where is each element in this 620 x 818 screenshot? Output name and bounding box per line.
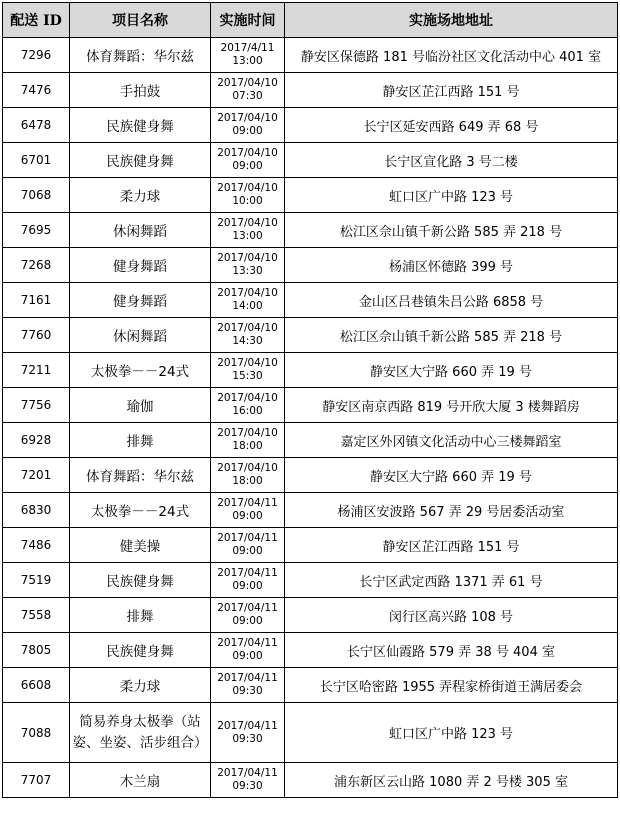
cell-id: 7756 <box>3 388 70 423</box>
cell-date: 2017/04/11 <box>217 497 278 509</box>
cell-time <box>211 353 285 388</box>
cell-address: 虹口区广中路 123 号 <box>285 178 618 213</box>
cell-clock: 10:00 <box>232 195 263 207</box>
cell-name: 排舞 <box>70 598 211 633</box>
cell-date: 2017/04/10 <box>217 112 278 124</box>
cell-address: 静安区大宁路 660 弄 19 号 <box>285 458 618 493</box>
cell-date: 2017/04/11 <box>217 567 278 579</box>
cell-id: 7805 <box>3 633 70 668</box>
cell-clock: 13:00 <box>232 230 263 242</box>
cell-name: 健身舞蹈 <box>70 283 211 318</box>
cell-address: 长宁区仙霞路 579 弄 38 号 404 室 <box>285 633 618 668</box>
cell-address: 浦东新区云山路 1080 弄 2 号楼 305 室 <box>285 763 618 798</box>
header-time: 实施时间 <box>211 3 285 38</box>
header-row <box>3 3 618 38</box>
table-row <box>3 353 618 388</box>
cell-id: 6830 <box>3 493 70 528</box>
cell-address: 静安区保德路 181 号临汾社区文化活动中心 401 室 <box>285 38 618 73</box>
cell-name: 太极拳－－24式 <box>70 353 211 388</box>
cell-id: 7707 <box>3 763 70 798</box>
cell-time <box>211 598 285 633</box>
cell-date: 2017/04/11 <box>217 672 278 684</box>
cell-date: 2017/04/10 <box>217 392 278 404</box>
cell-name: 排舞 <box>70 423 211 458</box>
cell-date: 2017/4/11 <box>220 42 275 54</box>
cell-clock: 09:30 <box>232 685 263 697</box>
cell-id: 7486 <box>3 528 70 563</box>
cell-time <box>211 763 285 798</box>
cell-address: 金山区吕巷镇朱吕公路 6858 号 <box>285 283 618 318</box>
cell-name: 休闲舞蹈 <box>70 318 211 353</box>
table-row <box>3 458 618 493</box>
cell-time <box>211 633 285 668</box>
cell-clock: 09:30 <box>232 780 263 792</box>
cell-id: 7088 <box>3 703 70 763</box>
cell-address: 静安区芷江西路 151 号 <box>285 73 618 108</box>
cell-date: 2017/04/10 <box>217 462 278 474</box>
cell-id: 7519 <box>3 563 70 598</box>
cell-time <box>211 493 285 528</box>
table-row <box>3 248 618 283</box>
cell-date: 2017/04/10 <box>217 147 278 159</box>
cell-date: 2017/04/10 <box>217 287 278 299</box>
cell-clock: 18:00 <box>232 475 263 487</box>
cell-name: 简易养身太极拳（站姿、坐姿、活步组合） <box>70 703 211 763</box>
cell-name: 休闲舞蹈 <box>70 213 211 248</box>
table-row <box>3 668 618 703</box>
cell-id: 7161 <box>3 283 70 318</box>
cell-address: 静安区芷江西路 151 号 <box>285 528 618 563</box>
cell-id: 6701 <box>3 143 70 178</box>
cell-clock: 14:00 <box>232 300 263 312</box>
cell-id: 7695 <box>3 213 70 248</box>
cell-date: 2017/04/11 <box>217 532 278 544</box>
cell-time <box>211 563 285 598</box>
cell-clock: 16:00 <box>232 405 263 417</box>
cell-id: 7296 <box>3 38 70 73</box>
cell-clock: 15:30 <box>232 370 263 382</box>
cell-name: 木兰扇 <box>70 763 211 798</box>
cell-time <box>211 143 285 178</box>
cell-clock: 07:30 <box>232 90 263 102</box>
cell-clock: 09:00 <box>232 615 263 627</box>
cell-name: 瑜伽 <box>70 388 211 423</box>
cell-clock: 09:00 <box>232 125 263 137</box>
cell-date: 2017/04/10 <box>217 252 278 264</box>
cell-id: 7476 <box>3 73 70 108</box>
cell-time <box>211 178 285 213</box>
cell-address: 长宁区哈密路 1955 弄程家桥街道王满居委会 <box>285 668 618 703</box>
cell-address: 嘉定区外冈镇文化活动中心三楼舞蹈室 <box>285 423 618 458</box>
table-row <box>3 703 618 763</box>
cell-id: 6928 <box>3 423 70 458</box>
cell-address: 静安区南京西路 819 号开欣大厦 3 楼舞蹈房 <box>285 388 618 423</box>
table-row <box>3 318 618 353</box>
header-address: 实施场地地址 <box>285 3 618 38</box>
cell-date: 2017/04/10 <box>217 77 278 89</box>
cell-address: 长宁区延安西路 649 弄 68 号 <box>285 108 618 143</box>
cell-name: 柔力球 <box>70 668 211 703</box>
cell-id: 7211 <box>3 353 70 388</box>
cell-name: 健身舞蹈 <box>70 248 211 283</box>
cell-name: 民族健身舞 <box>70 108 211 143</box>
cell-name: 太极拳－－24式 <box>70 493 211 528</box>
table-row <box>3 73 618 108</box>
cell-clock: 14:30 <box>232 335 263 347</box>
cell-name: 柔力球 <box>70 178 211 213</box>
cell-time <box>211 108 285 143</box>
cell-id: 6608 <box>3 668 70 703</box>
cell-date: 2017/04/10 <box>217 322 278 334</box>
table-row <box>3 598 618 633</box>
header-name: 项目名称 <box>70 3 211 38</box>
cell-time <box>211 458 285 493</box>
cell-id: 7068 <box>3 178 70 213</box>
cell-address: 闵行区高兴路 108 号 <box>285 598 618 633</box>
table-row <box>3 143 618 178</box>
cell-id: 7201 <box>3 458 70 493</box>
table-row <box>3 213 618 248</box>
cell-date: 2017/04/11 <box>217 637 278 649</box>
cell-address: 长宁区宣化路 3 号二楼 <box>285 143 618 178</box>
cell-name: 民族健身舞 <box>70 143 211 178</box>
table-row <box>3 423 618 458</box>
cell-name: 民族健身舞 <box>70 563 211 598</box>
cell-clock: 09:00 <box>232 160 263 172</box>
cell-id: 7268 <box>3 248 70 283</box>
cell-time <box>211 248 285 283</box>
cell-time <box>211 283 285 318</box>
cell-time <box>211 318 285 353</box>
cell-date: 2017/04/11 <box>217 767 278 779</box>
cell-name: 健美操 <box>70 528 211 563</box>
cell-time <box>211 528 285 563</box>
cell-date: 2017/04/10 <box>217 217 278 229</box>
cell-address: 杨浦区怀德路 399 号 <box>285 248 618 283</box>
cell-id: 6478 <box>3 108 70 143</box>
table-row <box>3 178 618 213</box>
table-row <box>3 388 618 423</box>
header-id: 配送 ID <box>3 3 70 38</box>
cell-time <box>211 388 285 423</box>
table-row <box>3 108 618 143</box>
cell-date: 2017/04/10 <box>217 357 278 369</box>
table-row <box>3 763 618 798</box>
table-row <box>3 38 618 73</box>
cell-time <box>211 703 285 763</box>
cell-time <box>211 423 285 458</box>
cell-id: 7558 <box>3 598 70 633</box>
cell-address: 长宁区武定西路 1371 弄 61 号 <box>285 563 618 598</box>
cell-date: 2017/04/10 <box>217 182 278 194</box>
cell-clock: 18:00 <box>232 440 263 452</box>
cell-clock: 09:00 <box>232 510 263 522</box>
schedule-sheet <box>2 2 618 798</box>
cell-clock: 09:00 <box>232 650 263 662</box>
table-row <box>3 283 618 318</box>
cell-clock: 13:30 <box>232 265 263 277</box>
table-row <box>3 563 618 598</box>
cell-time <box>211 668 285 703</box>
cell-name: 民族健身舞 <box>70 633 211 668</box>
cell-time <box>211 73 285 108</box>
cell-address: 杨浦区安波路 567 弄 29 号居委活动室 <box>285 493 618 528</box>
cell-clock: 09:00 <box>232 545 263 557</box>
schedule-table <box>2 2 618 798</box>
cell-clock: 09:00 <box>232 580 263 592</box>
table-row <box>3 528 618 563</box>
cell-address: 虹口区广中路 123 号 <box>285 703 618 763</box>
cell-time <box>211 38 285 73</box>
table-row <box>3 493 618 528</box>
cell-name: 体育舞蹈：华尔兹 <box>70 38 211 73</box>
cell-date: 2017/04/11 <box>217 602 278 614</box>
cell-clock: 13:00 <box>232 55 263 67</box>
cell-clock: 09:30 <box>232 732 263 745</box>
cell-address: 松江区佘山镇千新公路 585 弄 218 号 <box>285 318 618 353</box>
cell-id: 7760 <box>3 318 70 353</box>
cell-date: 2017/04/10 <box>217 427 278 439</box>
cell-address: 静安区大宁路 660 弄 19 号 <box>285 353 618 388</box>
cell-address: 松江区佘山镇千新公路 585 弄 218 号 <box>285 213 618 248</box>
cell-name: 手拍鼓 <box>70 73 211 108</box>
cell-name: 体育舞蹈：华尔兹 <box>70 458 211 493</box>
cell-time <box>211 213 285 248</box>
cell-date: 2017/04/11 <box>217 719 278 732</box>
table-row <box>3 633 618 668</box>
